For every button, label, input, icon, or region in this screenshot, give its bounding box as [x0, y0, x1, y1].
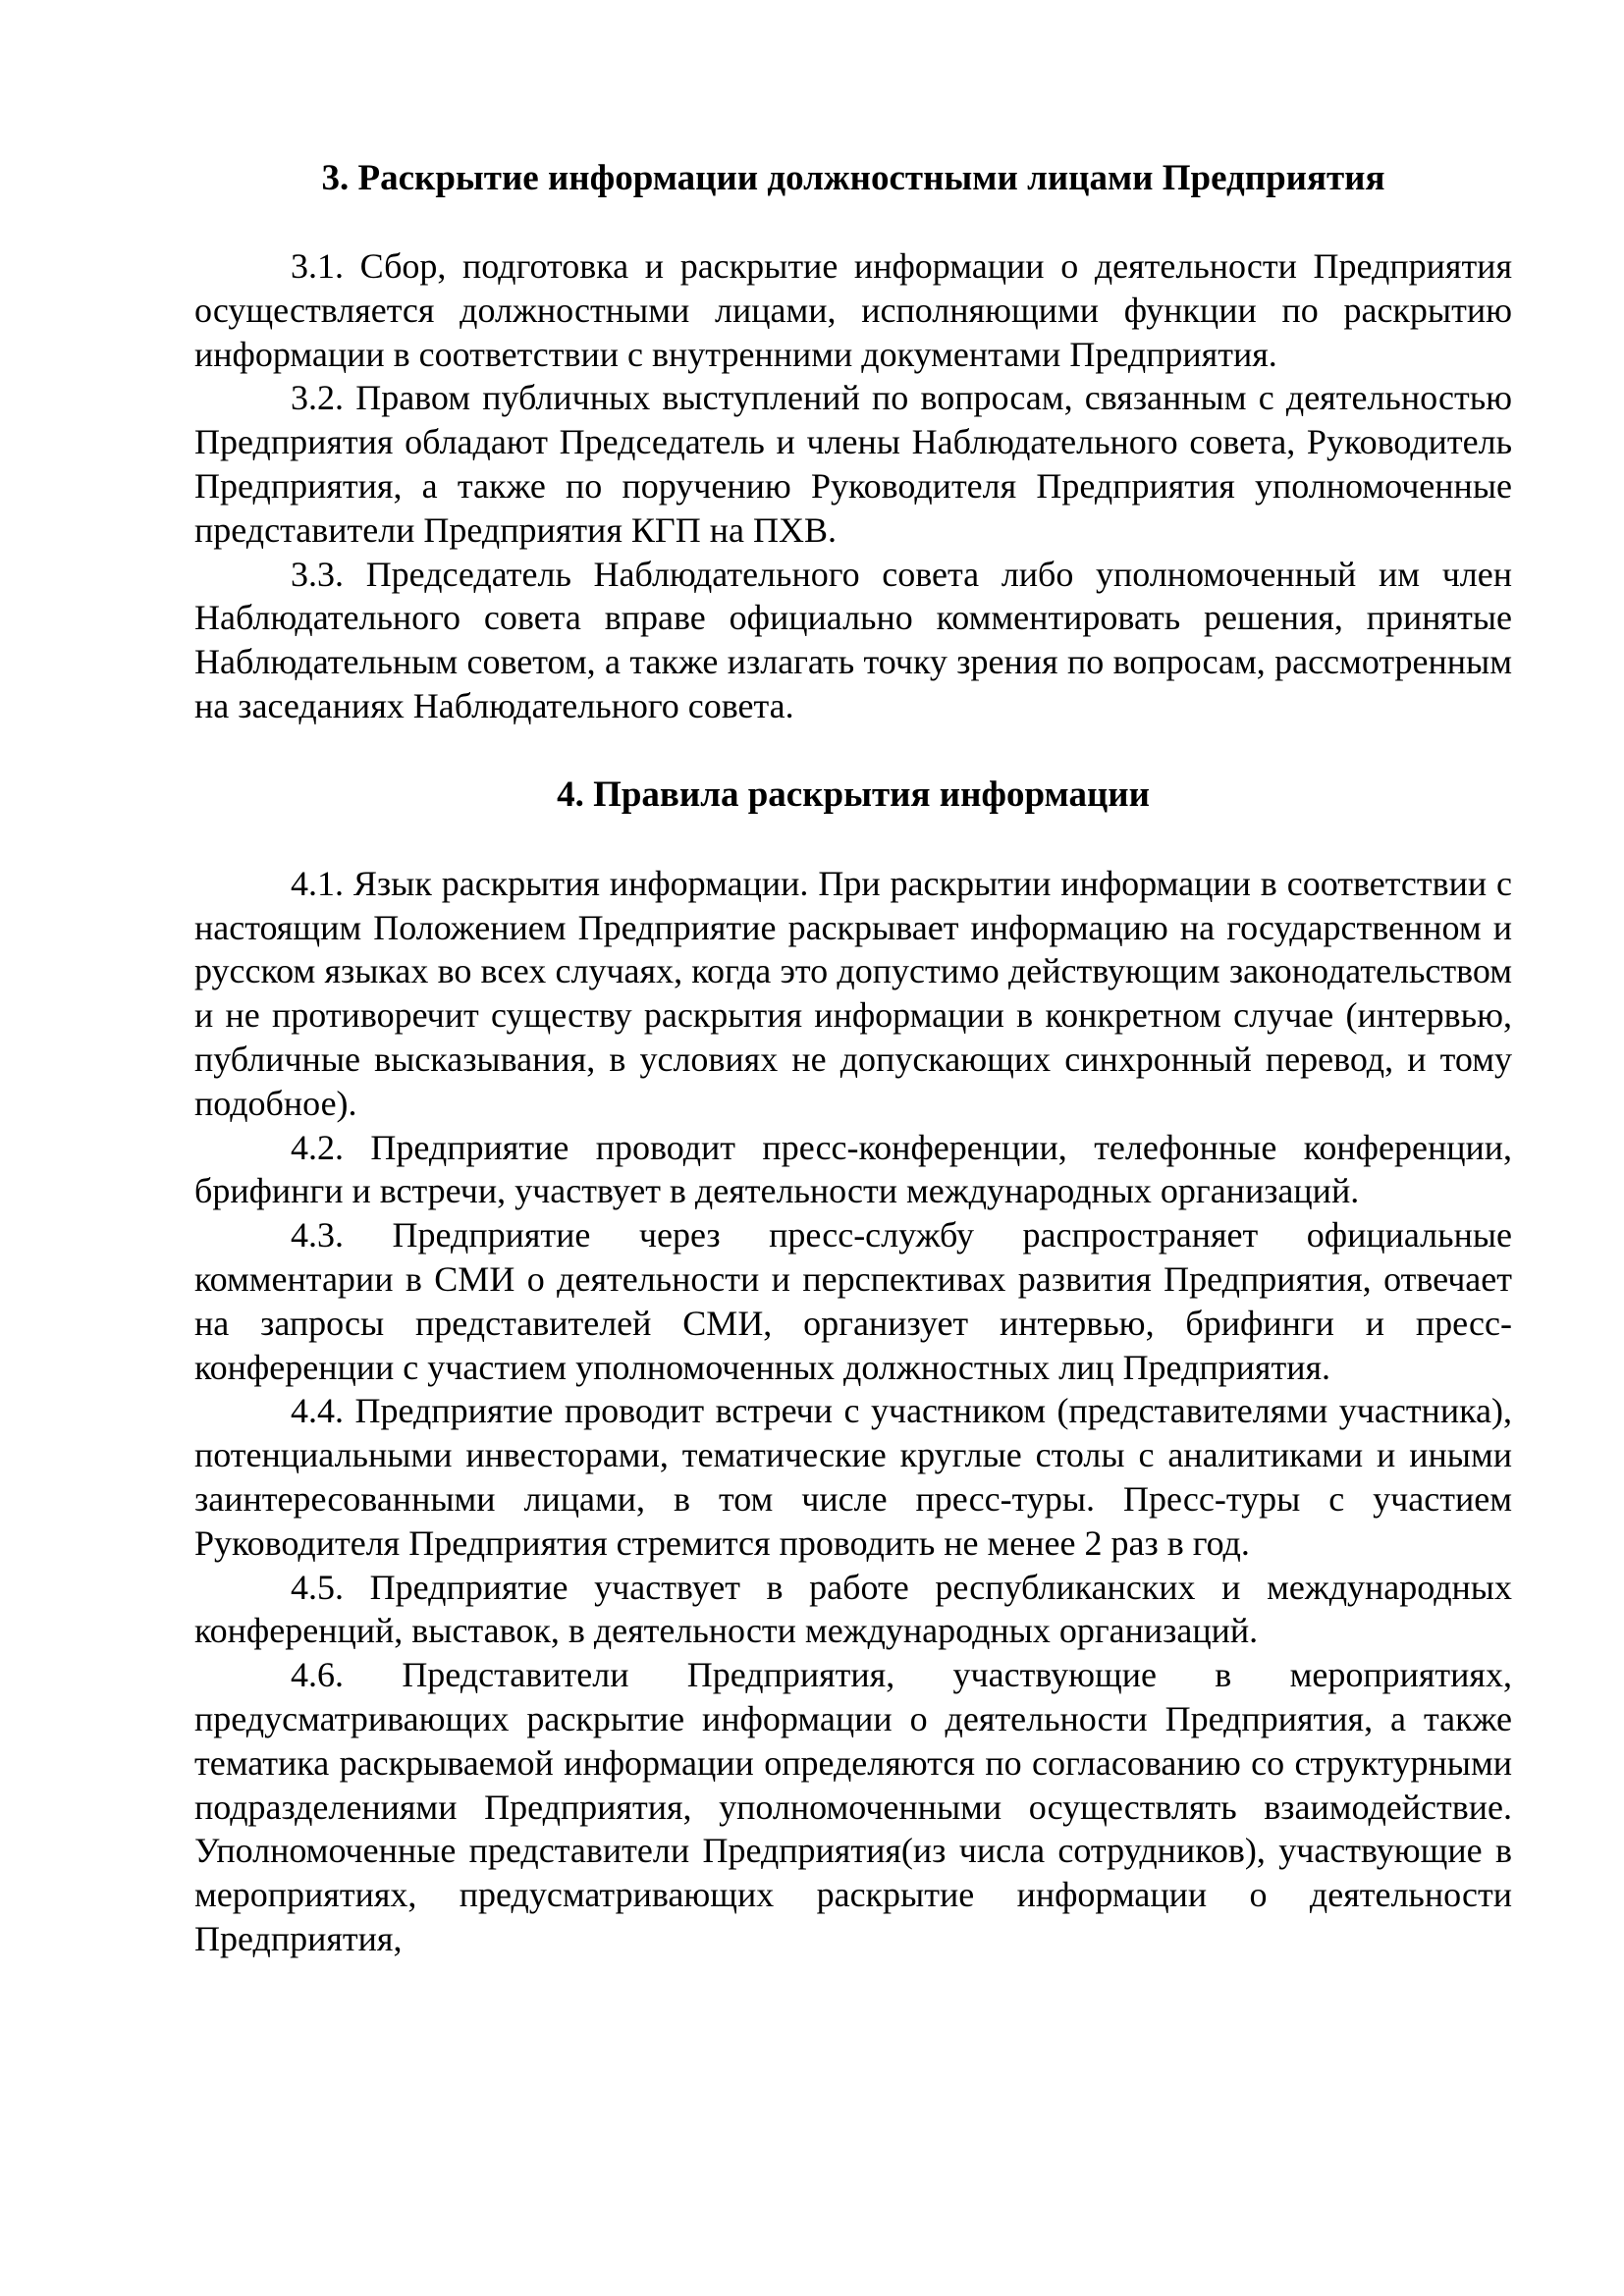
paragraph-text: Предприятие проводит пресс-конференции, телефонные конференции, брифинги и встречи, участвует в деятельности международных организаций.	[194, 1127, 1513, 1211]
paragraph-3-1	[194, 244, 1512, 376]
paragraph-4-1	[194, 862, 1512, 1126]
paragraph-4-3	[194, 1213, 1512, 1389]
paragraph-text: Предприятие проводит встречи с участником (представителями участника), потенциальными инвесторами, тематические круглые столы с аналитиками и иными заинтересованными лицами, в том числе пресс-туры. Пресс-туры с участием Руководителя Предприятия стремится проводить не менее 2 раз в год.	[194, 1391, 1512, 1563]
paragraph-4-5	[194, 1566, 1512, 1654]
paragraph-number: 3.1.	[291, 246, 344, 286]
section-3-title: 3. Раскрытие информации должностными лицами Предприятия	[321, 158, 1385, 198]
paragraph-text: Председатель Наблюдательного совета либо уполномоченный им член Наблюдательного совета вправе официально комментировать решения, принятые Наблюдательным советом, а также излагать точку зрения по вопросам, рассмотренным на заседаниях Наблюдательного совета.	[194, 554, 1513, 725]
paragraph-4-6	[194, 1653, 1512, 1961]
paragraph-number: 4.6.	[291, 1655, 344, 1695]
paragraph-text: Язык раскрытия информации. При раскрытии информации в соответствии с настоящим Положением Предприятие раскрывает информацию на государственном и русском языках во всех случаях, когда это допустимо действующим законодательством и не противоречит существу раскрытия информации в конкретном случае (интервью, публичные высказывания, в условиях не допускающих синхронный перевод, и тому подобное).	[194, 863, 1513, 1123]
paragraph-text: Сбор, подготовка и раскрытие информации о деятельности Предприятия осуществляется должностными лицами, исполняющими функции по раскрытию информации в соответствии с внутренними документами Предприятия.	[194, 246, 1513, 374]
paragraph-4-2	[194, 1126, 1512, 1214]
paragraph-number: 4.4.	[291, 1391, 344, 1431]
paragraph-number: 4.3.	[291, 1215, 344, 1255]
paragraph-number: 4.5.	[291, 1567, 344, 1607]
section-4-title: 4. Правила раскрытия информации	[557, 774, 1150, 815]
paragraph-3-2	[194, 376, 1512, 552]
paragraph-text: Представители Предприятия, участвующие в мероприятиях, предусматривающих раскрытие информации о деятельности Предприятия, а также тематика раскрываемой информации определяются по согласованию со структурными подразделениями Предприятия, уполномоченными осуществлять взаимодействие. Уполномоченные представители Предприятия(из числа сотрудников), участвующие в мероприятиях, предусматривающих раскрытие информации о деятельности Предприятия,	[194, 1655, 1512, 1958]
paragraph-3-3	[194, 553, 1512, 728]
paragraph-text: Правом публичных выступлений по вопросам, связанным с деятельностью Предприятия обладают Председатель и члены Наблюдательного совета, Руководитель Предприятия, а также по поручению Руководителя Предприятия уполномоченные представители Предприятия КГП на ПХВ.	[194, 378, 1513, 550]
paragraph-text: Предприятие через пресс-службу распространяет официальные комментарии в СМИ о деятельности и перспективах развития Предприятия, отвечает на запросы представителей СМИ, организует интервью, брифинги и пресс-конференции с участием уполномоченных должностных лиц Предприятия.	[194, 1215, 1512, 1387]
paragraph-number: 4.1.	[291, 863, 344, 903]
paragraph-number: 3.3.	[291, 554, 344, 594]
paragraph-number: 4.2.	[291, 1127, 344, 1167]
paragraph-text: Предприятие участвует в работе республиканских и международных конференций, выставок, в деятельности международных организаций.	[194, 1567, 1512, 1651]
paragraph-4-4	[194, 1389, 1512, 1565]
paragraph-number: 3.2.	[291, 378, 344, 418]
